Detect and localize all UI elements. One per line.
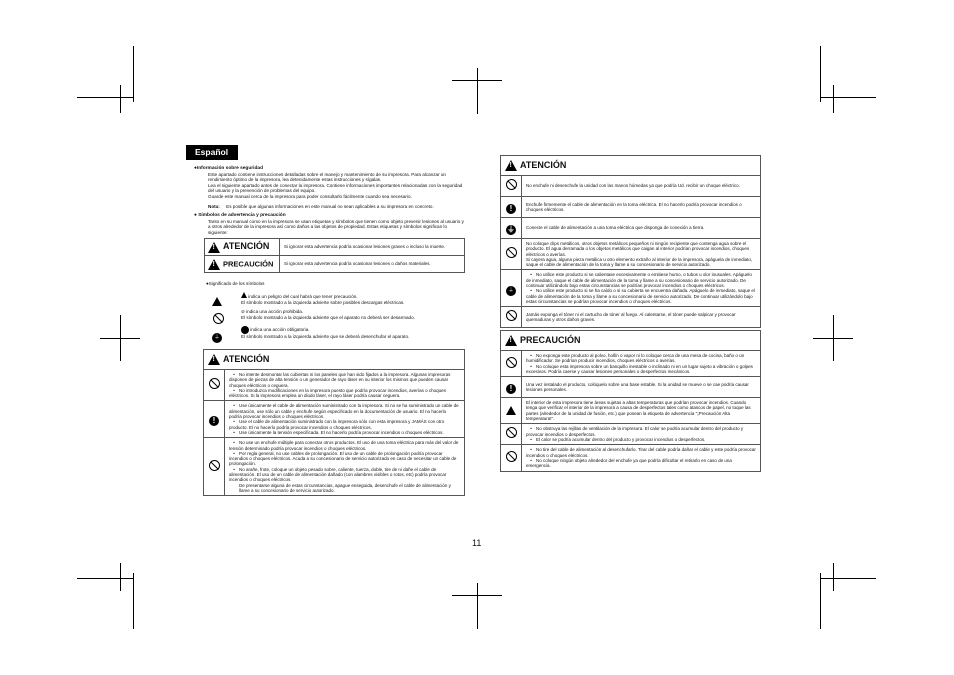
mandatory-icon: ! bbox=[209, 416, 219, 426]
left-warning-table bbox=[203, 349, 465, 496]
prohibited-icon: ⊘ bbox=[241, 309, 245, 314]
crop-mark bbox=[820, 578, 876, 579]
row-icon-cell bbox=[501, 197, 522, 218]
bullet-item: • No use un enchufe múltiple para conectar otros productos. El uso de una toma eléctrica para más del valor de tensión determinado podría provocar incendios o choques eléctricos. bbox=[229, 440, 460, 451]
row-icon-cell bbox=[501, 176, 522, 197]
row-icon-cell bbox=[501, 398, 522, 424]
mandatory-icon bbox=[241, 326, 249, 334]
bullet-item: • No coloque esta impresora sobre un banquillo inestable o inclinado ni en un lugar sujeto a vibración o golpes excesivos. Podría caerse y causar lesiones personales o desperfectos mecánicos. bbox=[526, 364, 756, 375]
warning-triangle-icon bbox=[208, 354, 220, 365]
crop-mark bbox=[133, 46, 134, 102]
right-warning-title: ATENCIÓN bbox=[520, 159, 567, 170]
meaning-line: El símbolo mostrado a la izquierda advierte que el aparato no deberá ser desarmado. bbox=[241, 314, 415, 320]
crop-mark bbox=[477, 68, 478, 114]
page-number: 11 bbox=[472, 538, 482, 548]
meaning-line: indica un peligro del cual habrá que tener precaución. bbox=[248, 294, 358, 299]
crop-mark bbox=[833, 85, 834, 113]
row-icon-cell bbox=[204, 370, 225, 401]
electric-warning-icon bbox=[212, 293, 222, 311]
prohibited-icon bbox=[506, 451, 517, 462]
caution-row bbox=[522, 445, 761, 471]
follow-up-text: De presentarse alguna de estas circunstancias, apague enseguida, desenchufe el cable de alimentación y llame a su concesionario de servicio autorizado. bbox=[239, 482, 451, 493]
symbol-meanings bbox=[206, 281, 466, 287]
prohibited-icon bbox=[506, 357, 517, 368]
bullet-item: • No exponga este producto al polvo, hollín o vapor ni lo coloque cerca de una mesa de cocina, baño o un humidificador. Se podrían producir incendios, choques eléctricos o averías. bbox=[526, 353, 756, 364]
crop-mark bbox=[120, 563, 121, 591]
crop-mark bbox=[820, 46, 821, 102]
caution-row-text: El interior de esta impresora tiene áreas sujetas a altas temperaturas que podrían provocar incendios. Cuando tenga que verificar el interior de la impresora a causa de desperfectos tales como atascos de papel, no toque las partes (alrededor de la unidad de fusión, etc.) que posean la etiqueta de advertencia "¡Precaución Alta temperatura!". bbox=[522, 398, 761, 424]
legend-atencion-cell bbox=[205, 239, 280, 256]
legend-text: Si ignorar esta advertencia podría ocasionar lesiones graves o incluso la muerte. bbox=[280, 239, 465, 256]
language-tab: Español bbox=[186, 145, 238, 160]
intro-line: rendimiento óptimo de la impresora, lea detenidamente estas instrucciones y sígalas. bbox=[208, 177, 382, 183]
warning-row bbox=[522, 239, 761, 270]
crop-mark bbox=[820, 573, 821, 629]
left-warning-header bbox=[204, 350, 465, 370]
intro-line: Guarde este manual cerca de la impresora para poder consultarlo fácilmente cuando sea necesario. bbox=[208, 193, 412, 199]
bullet-item: • Use el cable de alimentación suministrado con la impresora sólo con esta impresora y JAMÁS con otro producto. El no hacerlo podría provocar incendios o choques eléctricos. bbox=[229, 419, 460, 430]
right-caution-table bbox=[500, 330, 761, 472]
plug-icon: ⏚ bbox=[507, 288, 514, 295]
bullet-item: • No introduzca modificaciones en la impresora puesto que podría provocar incendios, averías o choques eléctricos. Si la impresora emplea un diodo láser, el rayo láser podría causar ceguera. bbox=[229, 388, 460, 399]
crop-mark bbox=[120, 85, 121, 113]
warning-triangle-icon bbox=[241, 292, 247, 298]
meaning-row bbox=[241, 326, 469, 340]
prohibited-icon bbox=[209, 378, 220, 389]
note-text: Es posible que algunas informaciones en este manual no sean aplicables a su impresora en concreto. bbox=[226, 203, 434, 209]
prohibited-icon bbox=[506, 427, 517, 438]
meaning-line: El símbolo mostrado a la izquierda advierte que se deberá desenchufar el aparato. bbox=[241, 334, 410, 339]
caution-row bbox=[522, 351, 761, 377]
mandatory-icon: ! bbox=[506, 384, 516, 394]
meaning-row bbox=[241, 309, 469, 320]
bullet-item: • No obstruya las rejillas de ventilación de la impresora. El calor se podría acumular dentro del producto y provocar incendios o desperfectos. bbox=[526, 426, 756, 437]
warning-triangle-icon bbox=[505, 335, 517, 346]
crop-mark bbox=[77, 578, 133, 579]
caution-row-text: Una vez instalado el producto, colóquelo sobre una base estable. Si la unidad se mueve o se cae podría causar lesiones personales. bbox=[522, 377, 761, 398]
symbols-line: a otros alrededor de la impresora así como daños a las objetos de propiedad. Estas etiquetas y símbolos significan lo bbox=[208, 224, 448, 230]
caution-row bbox=[522, 424, 761, 445]
row-icon-cell bbox=[501, 424, 522, 445]
row-icon-cell bbox=[501, 239, 522, 270]
row-icon-cell bbox=[501, 218, 522, 239]
bullet-item: • Use únicamente la tensión especificada. El no hacerlo podría provocar incendios o choques eléctricos. bbox=[229, 430, 460, 435]
intro-line: del usuario y la prevención de problemas del equipo. bbox=[208, 188, 316, 194]
meaning-line: indica una acción obligatoria. bbox=[250, 327, 310, 333]
warning-row-text: Jamás exponga el tóner ni el cartucho de tóner al fuego. Al calentarse, el tóner puede salpicar y provocar quemaduras y otros daños graves. bbox=[522, 307, 761, 328]
crop-mark bbox=[77, 97, 133, 98]
row-icon-cell bbox=[501, 377, 522, 398]
warning-row-text: Si cayera agua, alguna pieza metálica u otro elemento extraño al interior de la impresora, apáguela de inmediato, saque el cable de alimentación de la toma y llame a su concesionario de servicio autorizado. bbox=[526, 256, 753, 268]
warning-triangle-icon bbox=[208, 259, 220, 270]
meaning-row bbox=[241, 292, 469, 305]
row-icon-cell bbox=[501, 307, 522, 328]
prohibited-icon bbox=[209, 460, 220, 471]
unplug-icon: ⏚ bbox=[213, 335, 220, 341]
warning-row-text: No enchufe ni desenchufe la unidad con las manos húmedas ya que podría Ud. recibir un choque eléctrico. bbox=[522, 176, 761, 197]
ground-icon: ⏚ bbox=[507, 225, 515, 234]
symbols-line: siguiente: bbox=[208, 229, 228, 235]
meaning-line: indica una acción prohibida. bbox=[246, 309, 304, 314]
note-label: Nota: bbox=[208, 203, 220, 209]
warning-row bbox=[225, 438, 465, 496]
safety-info-heading: ●Información sobre seguridad bbox=[194, 166, 263, 171]
warning-triangle-icon bbox=[505, 160, 517, 171]
crop-mark bbox=[477, 583, 478, 629]
crop-mark bbox=[833, 315, 834, 361]
bullet-item: • Use únicamente el cable de alimentación suministrado con la impresora. Si no se ha suministrado un cable de alimentación, use sólo un cable y enchufe según especificado en la documentación de usuario. El no hacerlo podría provocar incendios o choques eléctricos. bbox=[229, 403, 460, 419]
crop-mark bbox=[820, 97, 876, 98]
warning-row-text: No coloque clips metálicos, otros objetos metálicos pequeños ni ningún recipiente que contenga agua sobre el producto. El agua derramada o los objetos metálicos que caigan al interior podrían provocar incendios, choques eléctricos o averías. bbox=[526, 241, 750, 257]
intro-line: Este apartado contiene instrucciones detalladas sobre el manejo y mantenimiento de su impresora. Para alcanzar un bbox=[208, 171, 446, 177]
legend-precaucion-cell bbox=[205, 256, 280, 273]
warning-row bbox=[522, 270, 761, 307]
bullet-item: • No utilice este producto si se ha caído o si su cubierta se encuentra dañada. Apáguelo de inmediato, saque el cable de alimentación de la toma y llame a su concesionario de servicio autorizado. De continuar utilizándolo bajo estas circunstancias se podrían provocar incendios o choques eléctricos. bbox=[526, 288, 756, 304]
bullet-item: • El calor se podría acumular dentro del producto y provocar incendios o desperfectos. bbox=[526, 437, 756, 442]
crop-mark bbox=[133, 573, 134, 629]
meaning-line: El símbolo mostrado a la izquierda advierte sobre posibles descargas eléctricas. bbox=[241, 299, 405, 305]
row-icon-cell bbox=[501, 351, 522, 377]
right-caution-title: PRECAUCIÓN bbox=[520, 334, 581, 345]
right-warning-table bbox=[500, 155, 761, 328]
left-warning-title: ATENCIÓN bbox=[223, 353, 270, 364]
row-icon-cell bbox=[501, 445, 522, 471]
prohibited-icon bbox=[506, 179, 517, 190]
prohibited-icon bbox=[506, 247, 517, 258]
row-icon-cell bbox=[204, 438, 225, 496]
warning-row-text: Conecte el cable de alimentación a una toma eléctrica que disponga de conexión a tierra. bbox=[522, 218, 761, 239]
prohibited-icon bbox=[506, 310, 517, 321]
bullet-item: • No utilice este producto si se calientase excesivamente o emitiese humo, o tubos u olor inusuales. Apáguelo de inmediato, saque el cable de alimentación de la toma y llame a su concesionario de servicio autorizado. De continuar utilizándolo bajo estas circunstancias se podrían provocar incendios o choques eléctricos. bbox=[526, 272, 756, 288]
crop-mark bbox=[120, 315, 121, 361]
legend-label: ATENCIÓN bbox=[223, 241, 270, 252]
row-icon-cell bbox=[501, 270, 522, 307]
legend-label: PRECAUCIÓN bbox=[223, 258, 274, 268]
warning-triangle-icon bbox=[208, 242, 220, 253]
warning-row-text: Enchufe firmemente el cable de alimentación en la toma eléctrica. El no hacerlo podría provocar incendios o choques eléctricos. bbox=[522, 197, 761, 218]
symbols-heading: ● Símbolos de advertencia y precaución bbox=[194, 213, 286, 219]
bullet-item: • No tire del cable de alimentación al desenchufarlo. Tirar del cable podría dañar el cable y este podría provocar incendios o choques eléctricos. bbox=[526, 447, 756, 458]
symbols-line: Tanto en su manual como en la impresora se usan etiquetas y símbolos que tienen como objeto prevenir lesiones al usuario y bbox=[208, 218, 464, 224]
row-icon-cell bbox=[204, 401, 225, 438]
mandatory-icon: ! bbox=[506, 204, 516, 214]
warning-row bbox=[225, 401, 465, 438]
bullet-item: • No arañe, frote, coloque un objeto pesado sobre, caliente, tuerza, doble, tire de ni dañe el cable de alimentación. El uso de un cable de alimentación dañado (con alambres visibles o rotos, etc) podría provocar incendios o choques eléctricos. bbox=[229, 467, 460, 483]
bullet-item: • No intente desmontar las cubiertas ni los paneles que han sido fijados a la impresora. Algunas impresoras disponen de piezas de alta tensión o un generador de rayo láser en su interior los mismos que pueden causar choques eléctricos o ceguera. bbox=[229, 372, 460, 388]
safety-info-section bbox=[194, 166, 476, 236]
bullet-item: • No coloque ningún objeto alrededor del enchufe ya que podría dificultar el retirarlo en caso de una emergencia. bbox=[526, 458, 756, 469]
right-caution-header bbox=[501, 331, 761, 351]
intro-line: Lea el siguiente apartado antes de conectar la impresora. Contiene informaciones importantes relacionadas con la seguridad bbox=[208, 182, 463, 188]
crop-mark bbox=[833, 563, 834, 591]
legend-text: Si ignorar esta advertencia podría ocasionar lesiones o daños materiales. bbox=[280, 256, 465, 273]
bullet-item: • Por regla general, no use cables de prolongación. El uso de un cable de prolongación podría provocar incendios o choques eléctricos. Acuda a su concesionario de servicio autorizado en caso de necesitar un cable de prolongación. bbox=[229, 451, 460, 467]
meaning-heading: ●Significado de los símbolos bbox=[206, 281, 265, 286]
hot-warning-icon bbox=[506, 406, 516, 415]
right-warning-header bbox=[501, 156, 761, 176]
signal-word-legend bbox=[204, 238, 465, 273]
warning-row bbox=[225, 370, 465, 401]
